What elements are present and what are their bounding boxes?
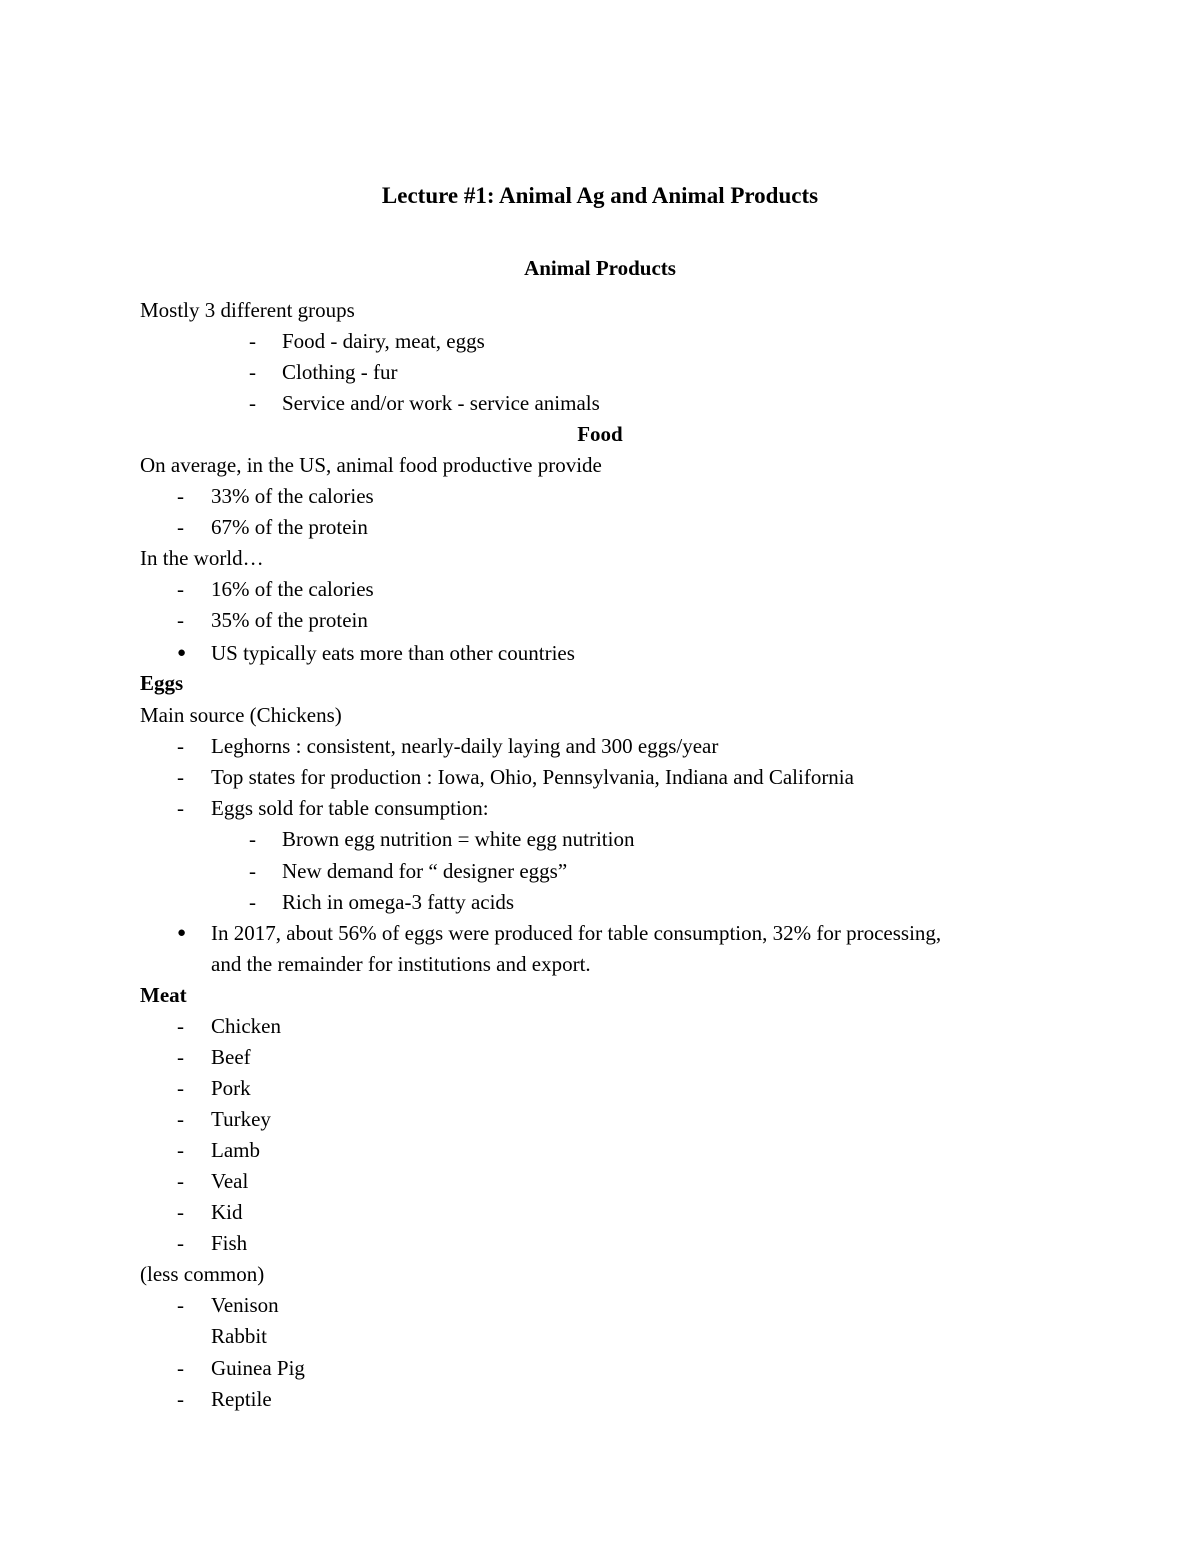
groups-intro: Mostly 3 different groups [140,298,355,322]
us-intro: On average, in the US, animal food productive provide [140,453,602,477]
dash-marker: - [249,329,256,353]
world-intro: In the world… [140,546,264,570]
list-item: US typically eats more than other countries [211,641,575,665]
list-item: 67% of the protein [211,515,368,539]
less-common-label: (less common) [140,1262,265,1286]
dash-marker: - [177,577,184,601]
bullet-marker: ● [177,925,187,941]
page-title: Lecture #1: Animal Ag and Animal Products [381,183,819,208]
list-item: Top states for production : Iowa, Ohio, Pennsylvania, Indiana and California [211,765,854,789]
list-item: Rabbit [211,1324,267,1348]
list-item: Venison [211,1293,279,1317]
list-item: Fish [211,1231,248,1255]
list-item: Pork [211,1076,251,1100]
dash-marker: - [177,1076,184,1100]
dash-marker: - [249,890,256,914]
dash-marker: - [177,1138,184,1162]
dash-marker: - [177,608,184,632]
dash-marker: - [249,360,256,384]
dash-marker: - [177,1356,184,1380]
list-item: Service and/or work - service animals [282,391,600,415]
dash-marker: - [177,1200,184,1224]
dash-marker: - [177,1169,184,1193]
dash-marker: - [177,796,184,820]
bullet-marker: ● [177,645,187,661]
list-item: Beef [211,1045,251,1069]
food-heading: Food [577,422,623,446]
dash-marker: - [177,1231,184,1255]
eggs-heading: Eggs [140,671,184,695]
list-item: New demand for “ designer eggs” [282,859,568,883]
list-item: Reptile [211,1387,272,1411]
list-item: Chicken [211,1014,281,1038]
list-item-continuation: and the remainder for institutions and export. [211,952,591,976]
dash-marker: - [177,1293,184,1317]
eggs-intro: Main source (Chickens) [140,703,342,727]
list-item: 33% of the calories [211,484,374,508]
meat-heading: Meat [140,983,187,1007]
list-item: Guinea Pig [211,1356,305,1380]
list-item: In 2017, about 56% of eggs were produced for table consumption, 32% for processing, [211,921,942,945]
dash-marker: - [177,1014,184,1038]
dash-marker: - [177,1107,184,1131]
list-item: Turkey [211,1107,271,1131]
list-item: Brown egg nutrition = white egg nutrition [282,827,635,851]
dash-marker: - [177,1387,184,1411]
dash-marker: - [177,734,184,758]
list-item: Lamb [211,1138,260,1162]
dash-marker: - [177,1045,184,1069]
dash-marker: - [177,765,184,789]
list-item: Veal [211,1169,249,1193]
list-item: Eggs sold for table consumption: [211,796,489,820]
list-item: Rich in omega-3 fatty acids [282,890,515,914]
dash-marker: - [249,391,256,415]
animal-products-heading: Animal Products [524,256,676,280]
dash-marker: - [249,859,256,883]
dash-marker: - [249,827,256,851]
list-item: 16% of the calories [211,577,374,601]
list-item: Kid [211,1200,243,1224]
list-item: 35% of the protein [211,608,368,632]
list-item: Food - dairy, meat, eggs [282,329,485,353]
dash-marker: - [177,515,184,539]
dash-marker: - [177,484,184,508]
list-item: Leghorns : consistent, nearly-daily laying and 300 eggs/year [211,734,719,758]
list-item: Clothing - fur [282,360,398,384]
